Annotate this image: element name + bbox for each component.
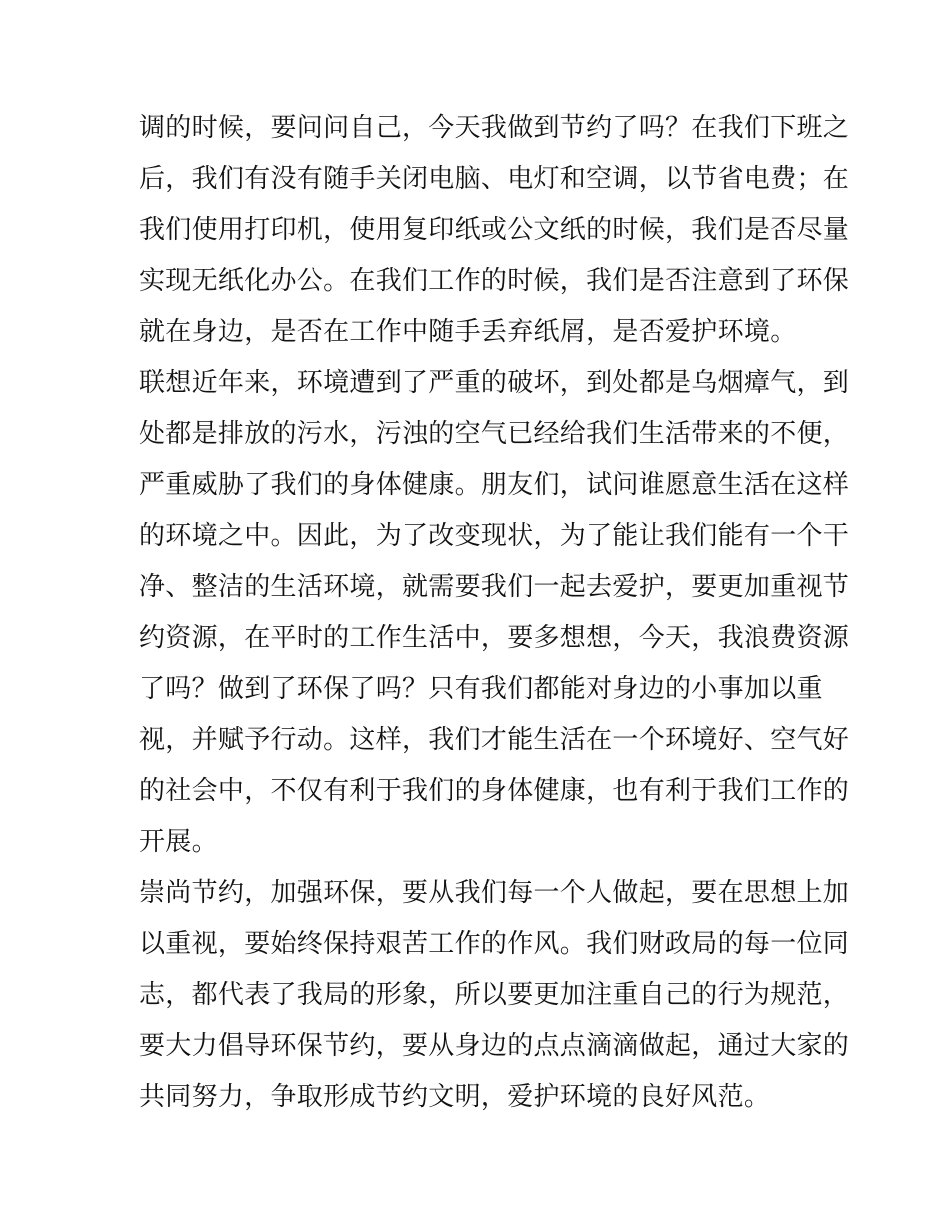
text-line: 后，我们有没有随手关闭电脑、电灯和空调，以节省电费；在: [139, 164, 850, 194]
text-line: 视，并赋予行动。这样，我们才能生活在一个环境好、空气好: [139, 725, 850, 755]
text-line: 志，都代表了我局的形象，所以要更加注重自己的行为规范，: [139, 980, 850, 1010]
text-line: 净、整洁的生活环境，就需要我们一起去爱护，要更加重视节: [139, 572, 850, 602]
text-line: 要大力倡导环保节约，要从身边的点点滴滴做起，通过大家的: [139, 1031, 850, 1061]
text-line: 联想近年来，环境遭到了严重的破坏，到处都是乌烟瘴气，到: [139, 368, 850, 398]
text-line: 约资源，在平时的工作生活中，要多想想，今天，我浪费资源: [139, 623, 850, 653]
text-line: 处都是排放的污水，污浊的空气已经给我们生活带来的不便，: [139, 419, 850, 449]
text-line: 以重视，要始终保持艰苦工作的作风。我们财政局的每一位同: [139, 929, 850, 959]
text-line: 崇尚节约，加强环保，要从我们每一个人做起，要在思想上加: [139, 878, 850, 908]
text-line: 严重威胁了我们的身体健康。朋友们，试问谁愿意生活在这样: [139, 470, 850, 500]
text-line: 的环境之中。因此，为了改变现状，为了能让我们能有一个干: [139, 521, 850, 551]
text-line: 的社会中，不仅有利于我们的身体健康，也有利于我们工作的: [139, 776, 850, 806]
text-line: 调的时候，要问问自己，今天我做到节约了吗？在我们下班之: [139, 113, 850, 143]
text-line: 开展。: [139, 827, 218, 857]
text-line: 就在身边，是否在工作中随手丢弃纸屑，是否爱护环境。: [139, 317, 797, 347]
text-line: 共同努力，争取形成节约文明，爱护环境的良好风范。: [139, 1082, 771, 1112]
text-line: 了吗？做到了环保了吗？只有我们都能对身边的小事加以重: [139, 674, 823, 704]
text-line: 实现无纸化办公。在我们工作的时候，我们是否注意到了环保: [139, 266, 850, 296]
text-line: 我们使用打印机，使用复印纸或公文纸的时候，我们是否尽量: [139, 215, 850, 245]
